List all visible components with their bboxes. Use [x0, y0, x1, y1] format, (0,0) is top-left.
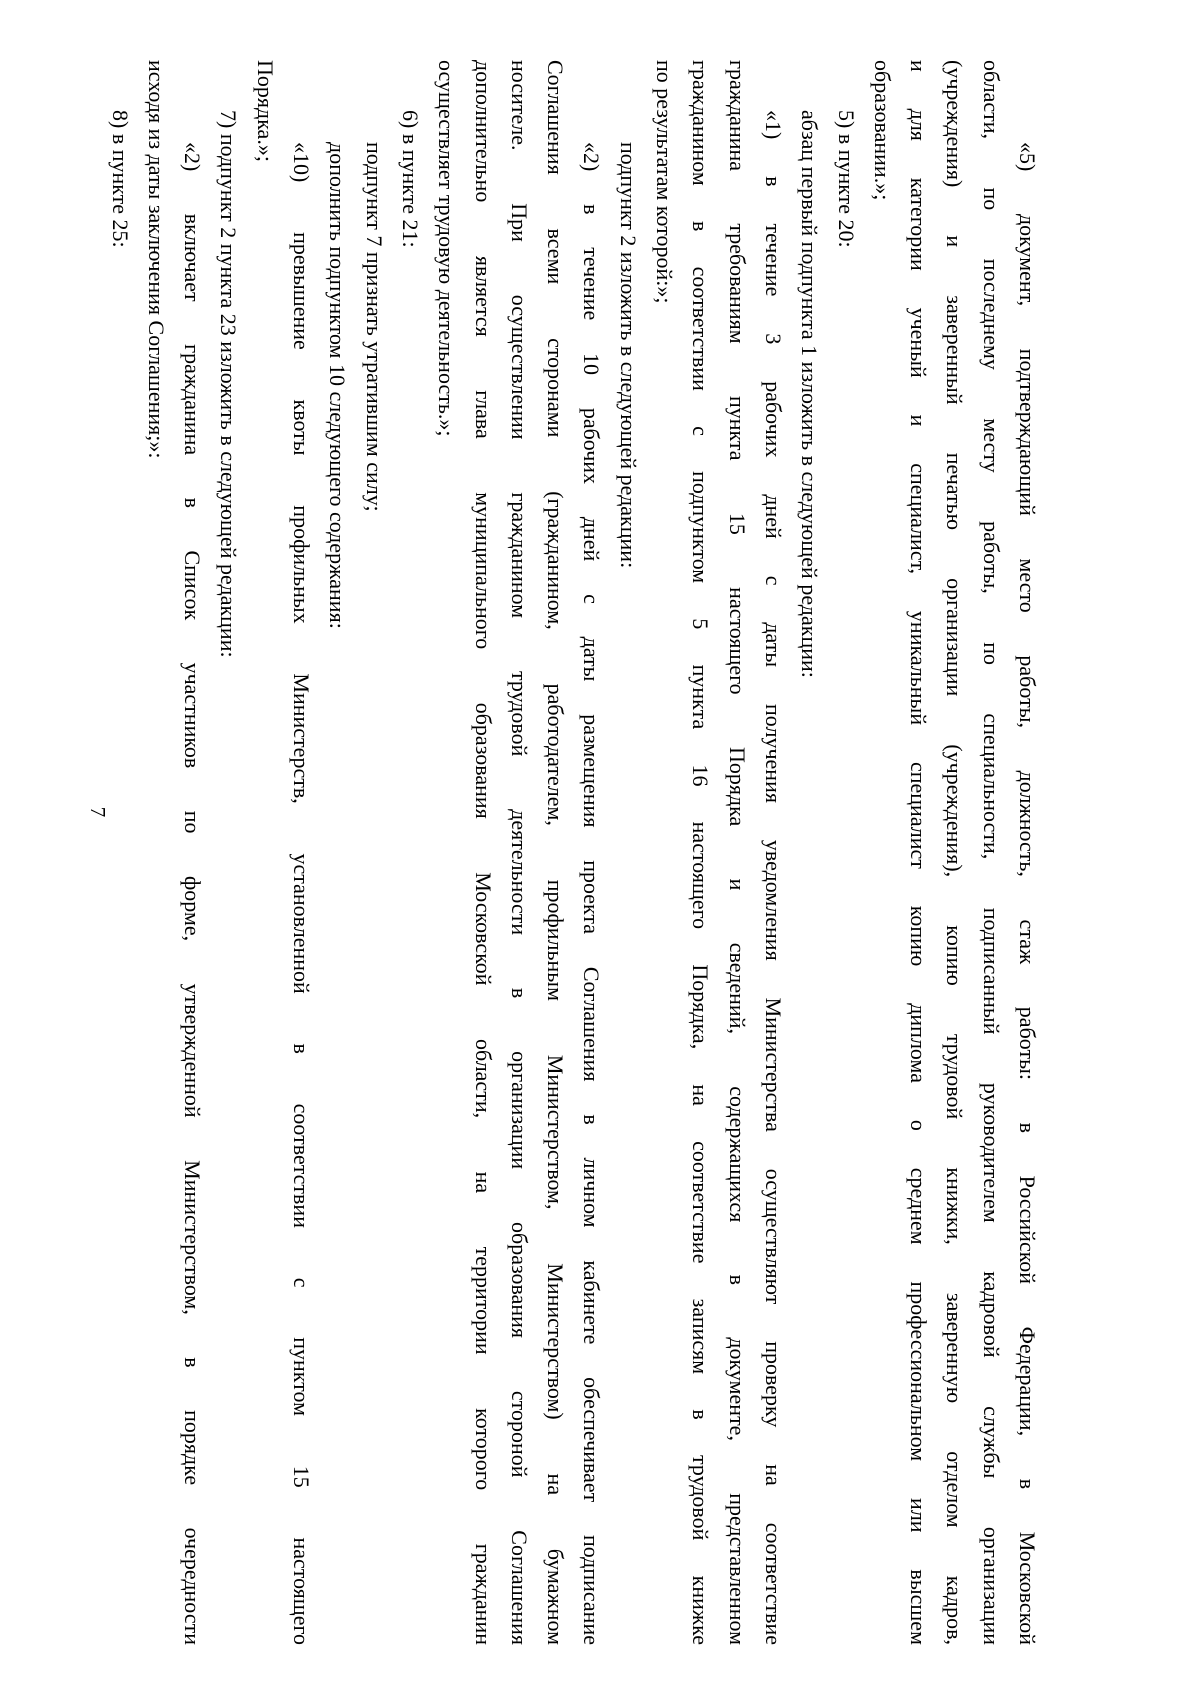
text-line: «2) включает гражданина в Список участников по форме, утвержденной Министерством, в порядке очередности	[180, 142, 206, 1645]
text-line: гражданина требованиям пункта 15 настоящего Порядка и сведений, содержащихся в документе, представленном	[724, 60, 750, 1645]
text-line: 7) подпункт 2 пункта 23 изложить в следующей редакции:	[216, 110, 242, 658]
text-line: 5) в пункте 20:	[833, 110, 859, 248]
text-line: Порядка.»;	[252, 60, 278, 162]
page-number: 7	[86, 806, 110, 818]
text-line: (учреждения) и заверенный печатью организации (учреждения), копию трудовой книжки, заверенную отделом кадров,	[942, 60, 968, 1645]
text-line: «10) превышение квоты профильных Министерств, установленной в соответствии с пунктом 15 настоящего	[289, 142, 315, 1645]
text-line: 8) в пункте 25:	[107, 110, 133, 248]
text-line: осуществляет трудовую деятельность.»;	[434, 60, 460, 437]
text-line: 6) в пункте 21:	[397, 110, 423, 248]
document-body	[101, 60, 1045, 1645]
text-line: абзац первый подпункта 1 изложить в следующей редакции:	[797, 110, 823, 678]
text-line: носителе. При осуществлении гражданином трудовой деятельности в организации образования стороной Соглашения	[506, 60, 532, 1645]
text-line: «1) в течение 3 рабочих дней с даты получения уведомления Министерства осуществляют проверку на соответствие	[760, 110, 786, 1645]
text-line: подпункт 2 изложить в следующей редакции:	[615, 142, 641, 569]
text-line: гражданином в соответствии с подпунктом 5 пункта 16 настоящего Порядка, на соответствие записям в трудовой книжке	[688, 60, 714, 1645]
text-line: Соглашения всеми сторонами (гражданином, работодателем, профильным Министерством, Министерством) на бумажном	[543, 60, 569, 1645]
text-line: образовании.»;	[869, 60, 895, 201]
text-line: «2) в течение 10 рабочих дней с даты размещения проекта Соглашения в личном кабинете обеспечивает подписание	[579, 142, 605, 1645]
text-line: по результатам которой:»;	[652, 60, 678, 304]
text-line: исходя из даты заключения Соглашения;»:	[143, 60, 169, 459]
text-line: дополнительно является глава муниципального образования Московской области, на территории которого гражданин	[470, 60, 496, 1645]
text-line: «5) документ, подтверждающий место работы, должность, стаж работы: в Российской Федерации, в Московской	[1015, 142, 1040, 1645]
text-line: дополнить подпунктом 10 следующего содержания:	[325, 142, 351, 629]
text-line: подпункт 7 признать утратившим силу;	[361, 142, 387, 512]
text-line: области, по последнему месту работы, по специальности, подписанный руководителем кадровой службы организации	[978, 60, 1004, 1645]
text-line: и для категории ученый и специалист, уникальный специалист копию диплома о среднем профессиональном или высшем	[906, 60, 932, 1645]
